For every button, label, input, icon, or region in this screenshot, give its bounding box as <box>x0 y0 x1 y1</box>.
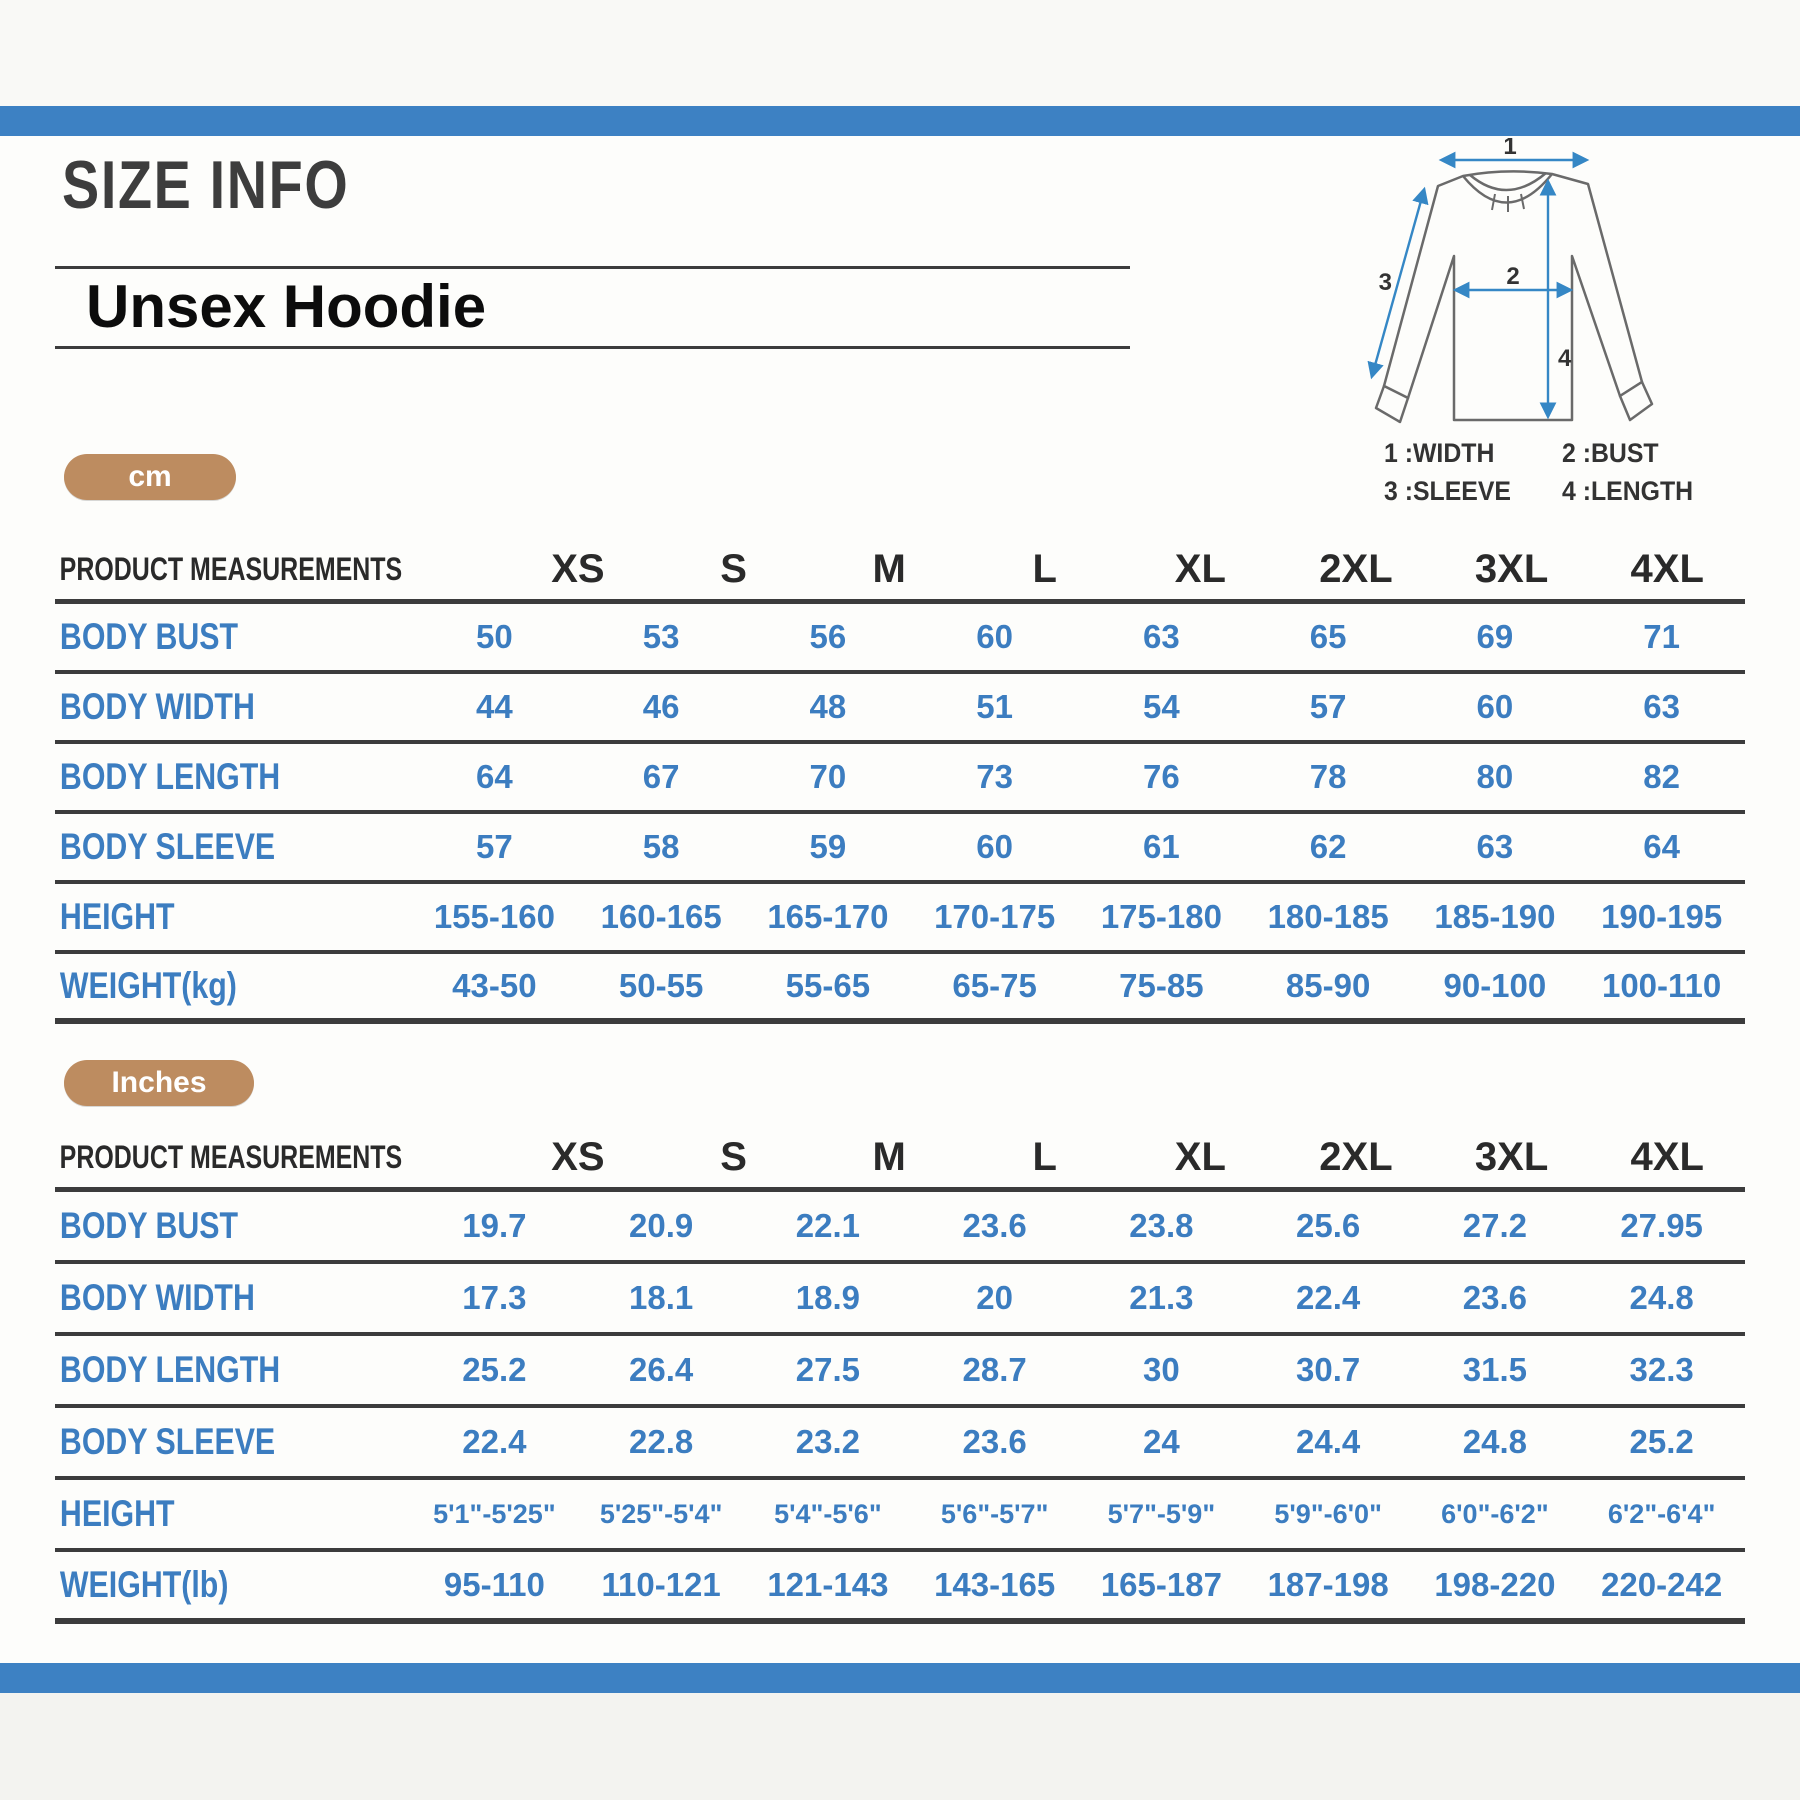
table-row <box>55 814 1745 884</box>
hoodie-measurement-diagram-icon <box>1320 138 1700 438</box>
cell-value: 43-50 <box>452 967 537 1004</box>
cell-value: 55-65 <box>785 967 871 1004</box>
cell-value: 5'9"-6'0" <box>1274 1498 1382 1529</box>
row-label: BODY BUST <box>59 1205 239 1246</box>
cell-value: 58 <box>642 828 680 865</box>
cell-value: 57 <box>476 828 513 865</box>
inches-unit-badge: Inches <box>64 1060 254 1106</box>
cell-value: 25.6 <box>1296 1207 1361 1244</box>
cell-value: 143-165 <box>934 1566 1056 1603</box>
table-row <box>55 1336 1745 1408</box>
top-blue-bar <box>0 106 1800 136</box>
table-header-row <box>55 1128 1745 1192</box>
cell-value: 5'25"-5'4" <box>599 1498 723 1529</box>
cell-value: 220-242 <box>1601 1566 1723 1603</box>
size-column-header: 2XL <box>1319 547 1393 591</box>
cm-unit-badge: cm <box>64 454 236 500</box>
cell-value: 5'4"-5'6" <box>774 1498 882 1529</box>
cell-value: 27.2 <box>1462 1207 1527 1244</box>
cell-value: 71 <box>1643 618 1680 655</box>
bust-arrow-label: 2 <box>1506 263 1520 290</box>
cell-value: 25.2 <box>462 1351 527 1388</box>
bottom-blue-bar <box>0 1663 1800 1693</box>
size-column-header: S <box>720 547 747 591</box>
cell-value: 75-85 <box>1119 967 1204 1004</box>
cell-value: 23.6 <box>962 1423 1027 1460</box>
legend-item-length: 4 :LENGTH <box>1562 476 1694 506</box>
cell-value: 19.7 <box>462 1207 527 1244</box>
cell-value: 24.8 <box>1629 1279 1694 1316</box>
cell-value: 23.6 <box>962 1207 1027 1244</box>
cell-value: 170-175 <box>934 898 1056 935</box>
sleeve-arrow-label: 3 <box>1378 269 1392 296</box>
size-column-header: S <box>720 1135 747 1179</box>
cell-value: 110-121 <box>601 1566 721 1603</box>
cell-value: 187-198 <box>1267 1566 1389 1603</box>
cell-value: 100-110 <box>1601 967 1722 1004</box>
row-label: BODY LENGTH <box>59 1349 281 1390</box>
cell-value: 23.2 <box>795 1423 860 1460</box>
cell-value: 180-185 <box>1267 898 1389 935</box>
table-row <box>55 1552 1745 1624</box>
cell-value: 65-75 <box>952 967 1037 1004</box>
cell-value: 30.7 <box>1296 1351 1361 1388</box>
cell-value: 24 <box>1143 1423 1180 1460</box>
cell-value: 28.7 <box>962 1351 1027 1388</box>
cell-value: 63 <box>1643 688 1680 725</box>
table-row <box>55 1192 1745 1264</box>
cell-value: 23.6 <box>1462 1279 1527 1316</box>
cell-value: 78 <box>1309 758 1347 795</box>
cell-value: 50-55 <box>618 967 704 1004</box>
cell-value: 61 <box>1143 828 1180 865</box>
cm-size-table <box>55 540 1745 1024</box>
cell-value: 155-160 <box>433 898 555 935</box>
table-row <box>55 1408 1745 1480</box>
cell-value: 82 <box>1643 758 1680 795</box>
size-column-header: M <box>872 547 906 591</box>
cell-value: 25.2 <box>1629 1423 1694 1460</box>
top-margin-strip <box>0 0 1800 106</box>
cell-value: 63 <box>1476 828 1514 865</box>
cell-value: 23.8 <box>1129 1207 1194 1244</box>
cell-value: 27.5 <box>795 1351 860 1388</box>
legend-item-width: 1 :WIDTH <box>1384 438 1495 468</box>
cell-value: 56 <box>809 618 847 655</box>
row-label: HEIGHT <box>59 1493 175 1534</box>
cell-value: 17.3 <box>462 1279 527 1316</box>
cell-value: 6'2"-6'4" <box>1607 1498 1716 1529</box>
size-column-header: 4XL <box>1630 547 1704 591</box>
cell-value: 190-195 <box>1601 898 1723 935</box>
cell-value: 70 <box>809 758 847 795</box>
cell-value: 62 <box>1309 828 1347 865</box>
cell-value: 6'0"-6'2" <box>1441 1498 1549 1529</box>
cell-value: 51 <box>976 688 1013 725</box>
cell-value: 22.8 <box>629 1423 694 1460</box>
size-column-header: XL <box>1174 1135 1226 1179</box>
cell-value: 24.8 <box>1462 1423 1527 1460</box>
cell-value: 73 <box>976 758 1013 795</box>
size-column-header: XL <box>1174 547 1226 591</box>
row-label: BODY WIDTH <box>59 1277 255 1318</box>
cell-value: 80 <box>1476 758 1514 795</box>
cell-value: 24.4 <box>1296 1423 1361 1460</box>
size-column-header: XS <box>551 1135 605 1179</box>
cell-value: 63 <box>1143 618 1180 655</box>
length-arrow-label: 4 <box>1558 345 1572 372</box>
cell-value: 60 <box>976 618 1013 655</box>
table-row <box>55 1264 1745 1336</box>
size-column-header: XS <box>551 547 605 591</box>
measurements-column-header: PRODUCT MEASUREMENTS <box>59 551 403 587</box>
table-row <box>55 744 1745 814</box>
cell-value: 20.9 <box>629 1207 694 1244</box>
table-row <box>55 954 1745 1024</box>
cell-value: 31.5 <box>1462 1351 1527 1388</box>
cell-value: 69 <box>1476 618 1514 655</box>
table-header-row <box>55 540 1745 604</box>
table-row <box>55 884 1745 954</box>
cell-value: 76 <box>1143 758 1180 795</box>
cell-value: 5'1"-5'25" <box>433 1498 556 1529</box>
row-label: HEIGHT <box>59 896 175 937</box>
size-column-header: L <box>1032 547 1057 591</box>
cell-value: 53 <box>642 618 680 655</box>
cell-value: 60 <box>1476 688 1514 725</box>
size-column-header: 3XL <box>1474 547 1549 591</box>
cell-value: 198-220 <box>1434 1566 1556 1603</box>
size-column-header: 3XL <box>1474 1135 1549 1179</box>
measurements-column-header: PRODUCT MEASUREMENTS <box>59 1139 403 1175</box>
cell-value: 85-90 <box>1285 967 1371 1004</box>
cell-value: 30 <box>1143 1351 1180 1388</box>
cell-value: 67 <box>642 758 680 795</box>
bottom-margin-strip <box>0 1693 1800 1800</box>
cell-value: 18.9 <box>795 1279 860 1316</box>
cell-value: 165-170 <box>767 898 889 935</box>
cell-value: 26.4 <box>629 1351 694 1388</box>
cell-value: 185-190 <box>1434 898 1556 935</box>
legend-item-sleeve: 3 :SLEEVE <box>1384 476 1512 506</box>
divider-line <box>55 266 1130 269</box>
cell-value: 22.4 <box>1296 1279 1361 1316</box>
cell-value: 65 <box>1309 618 1347 655</box>
inches-size-table <box>55 1128 1745 1624</box>
table-row <box>55 604 1745 674</box>
cell-value: 165-187 <box>1100 1566 1222 1603</box>
cell-value: 27.95 <box>1620 1207 1703 1244</box>
row-label: WEIGHT(kg) <box>59 965 237 1006</box>
row-label: BODY SLEEVE <box>59 1421 276 1462</box>
cell-value: 64 <box>1643 828 1680 865</box>
row-label: BODY SLEEVE <box>59 826 276 867</box>
cell-value: 22.1 <box>795 1207 860 1244</box>
cell-value: 5'6"-5'7" <box>940 1498 1049 1529</box>
diagram-legend <box>1384 438 1705 507</box>
cell-value: 21.3 <box>1129 1279 1194 1316</box>
cell-value: 60 <box>976 828 1013 865</box>
row-label: BODY WIDTH <box>59 686 255 727</box>
size-column-header: 2XL <box>1319 1135 1393 1179</box>
cell-value: 18.1 <box>629 1279 694 1316</box>
cell-value: 54 <box>1143 688 1180 725</box>
cell-value: 64 <box>476 758 513 795</box>
row-label: BODY LENGTH <box>59 756 281 797</box>
cell-value: 121-143 <box>767 1566 889 1603</box>
width-arrow-label: 1 <box>1503 138 1517 160</box>
cell-value: 50 <box>476 618 513 655</box>
cell-value: 20 <box>976 1279 1013 1316</box>
cell-value: 46 <box>642 688 680 725</box>
row-label: WEIGHT(lb) <box>59 1564 229 1605</box>
legend-item-bust: 2 :BUST <box>1562 438 1659 468</box>
row-label: BODY BUST <box>59 616 239 657</box>
page-title: SIZE INFO <box>62 147 350 223</box>
cell-value: 59 <box>809 828 847 865</box>
size-column-header: 4XL <box>1630 1135 1704 1179</box>
cell-value: 175-180 <box>1100 898 1222 935</box>
cell-value: 57 <box>1309 688 1347 725</box>
cell-value: 5'7"-5'9" <box>1107 1498 1216 1529</box>
cell-value: 32.3 <box>1629 1351 1694 1388</box>
product-name: Unsex Hoodie <box>86 273 487 340</box>
cell-value: 95-110 <box>443 1566 545 1603</box>
cell-value: 90-100 <box>1443 967 1547 1004</box>
cell-value: 22.4 <box>462 1423 527 1460</box>
table-row <box>55 674 1745 744</box>
cell-value: 44 <box>476 688 513 725</box>
size-column-header: L <box>1032 1135 1057 1179</box>
table-row <box>55 1480 1745 1552</box>
size-column-header: M <box>872 1135 906 1179</box>
cell-value: 48 <box>809 688 847 725</box>
shirt-outline <box>1376 171 1652 422</box>
divider-line <box>55 346 1130 349</box>
cell-value: 160-165 <box>600 898 722 935</box>
